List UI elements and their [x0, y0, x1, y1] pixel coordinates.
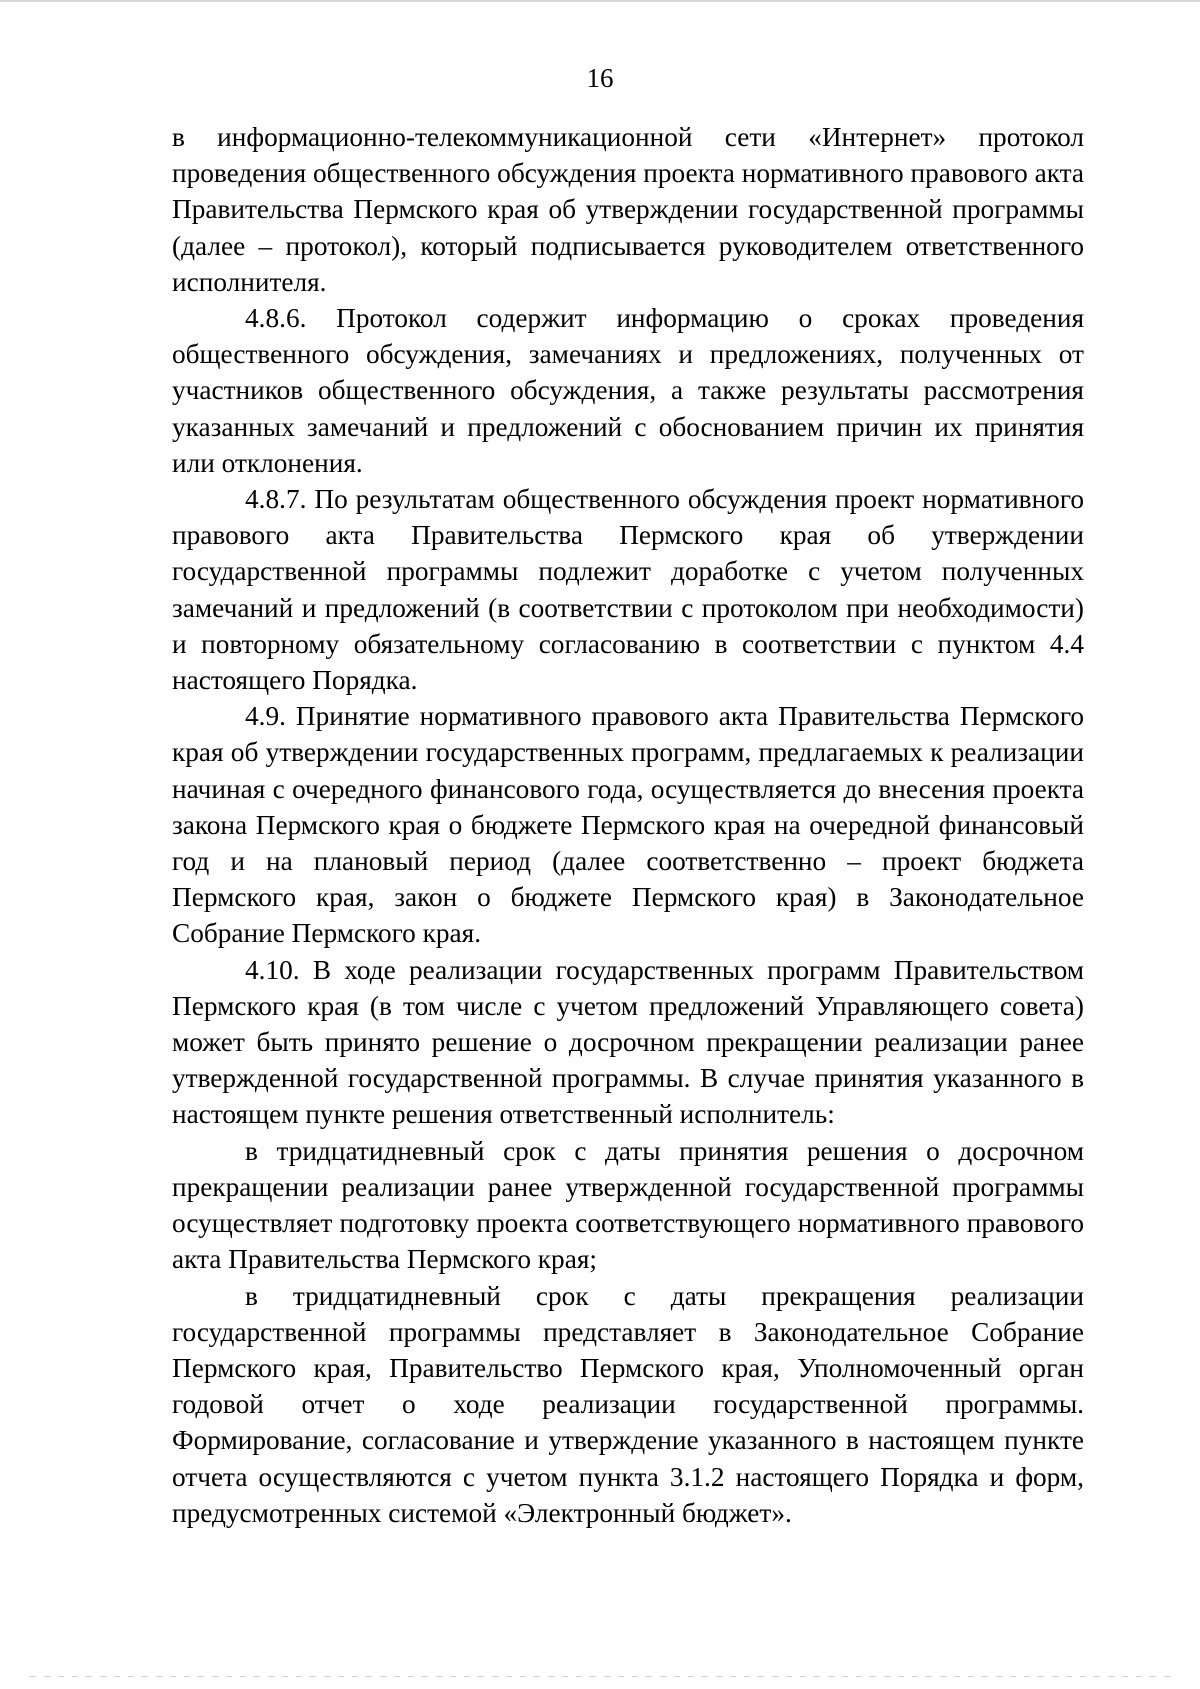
paragraph-4-9: 4.9. Принятие нормативного правового акта Правительства Пермского края об утверждении государственных программ, предлагаемых к реализации начиная с очередного финансового года, осуществляется до внесения проекта закона Пермского края о бюджете Пермского края на очередной финансовый год и на плановый период (далее соответственно – проект бюджета Пермского края, закон о бюджете Пермского края) в Законодательное Собрание Пермского края.	[172, 701, 1084, 949]
paragraph-4-10: 4.10. В ходе реализации государственных программ Правительством Пермского края (в том числе с учетом предложений Управляющего совета) может быть принято решение о досрочном прекращении реализации ранее утвержденной государственной программы. В случае принятия указанного в настоящем пункте решения ответственный исполнитель:	[172, 954, 1084, 1130]
paragraph-4-8-7: 4.8.7. По результатам общественного обсуждения проект нормативного правового акта Правительства Пермского края об утверждении государственной программы подлежит доработке с учетом полученных замечаний и предложений (в соответствии с протоколом при необходимости) и повторному обязательному согласованию в соответствии с пунктом 4.4 настоящего Порядка.	[172, 484, 1084, 696]
paragraph-4-10-item-1: в тридцатидневный срок с даты принятия решения о досрочном прекращении реализации ранее утвержденной государственной программы осуществляет подготовку проекта соответствующего нормативного правового акта Правительства Пермского края;	[172, 1135, 1084, 1275]
document-body	[172, 119, 1084, 1531]
paragraph-4-10-item-2: в тридцатидневный срок с даты прекращения реализации государственной программы представляет в Законодательное Собрание Пермского края, Правительство Пермского края, Уполномоченный орган годовой отчет о ходе реализации государственной программы. Формирование, согласование и утверждение указанного в настоящем пункте отчета осуществляются с учетом пункта 3.1.2 настоящего Порядка и форм, предусмотренных системой «Электронный бюджет».	[172, 1280, 1084, 1528]
paragraph-protocol-publication: в информационно-телекоммуникационной сети «Интернет» протокол проведения общественного обсуждения проекта нормативного правового акта Правительства Пермского края об утверждении государственной программы (далее – протокол), который подписывается руководителем ответственного исполнителя.	[172, 122, 1084, 297]
paragraph-4-8-6: 4.8.6. Протокол содержит информацию о сроках проведения общественного обсуждения, замечаниях и предложениях, полученных от участников общественного обсуждения, а также результаты рассмотрения указанных замечаний и предложений с обоснованием причин их принятия или отклонения.	[172, 303, 1084, 478]
scan-edge-top	[0, 0, 1200, 2]
page-number: 16	[586, 63, 614, 93]
scan-edge-bottom	[30, 1676, 1170, 1677]
